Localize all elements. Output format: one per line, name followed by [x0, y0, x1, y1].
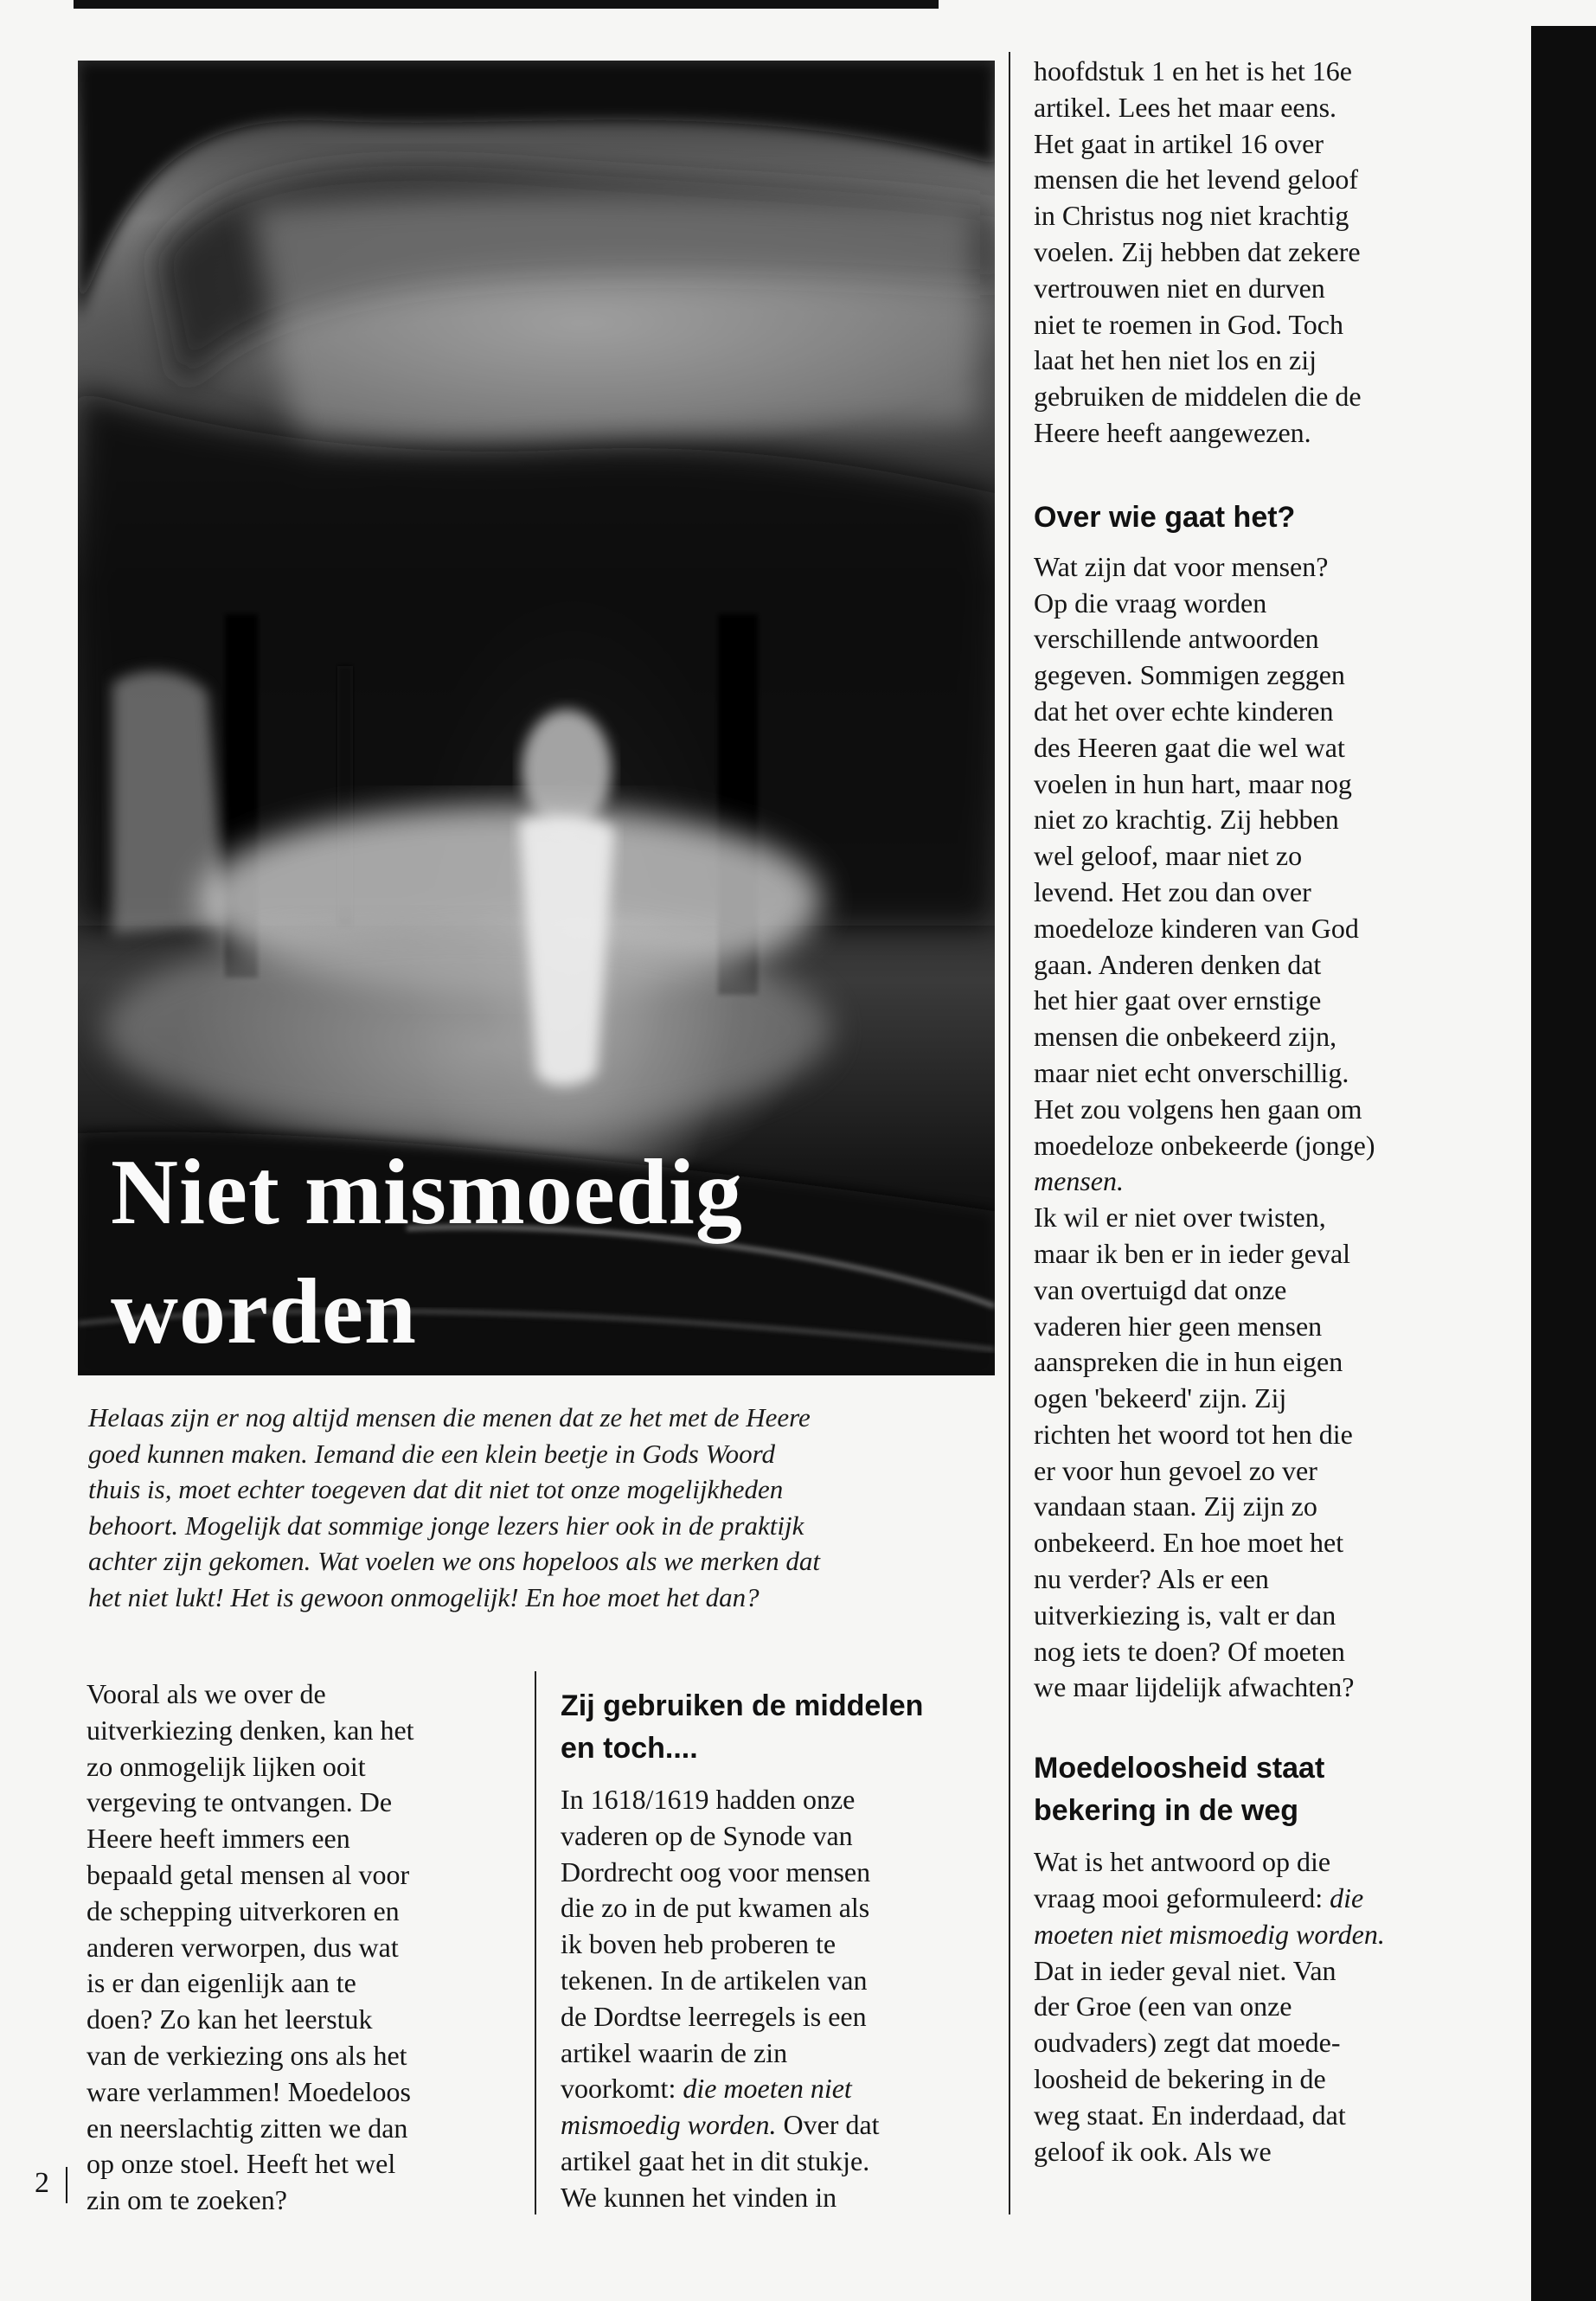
heading-line: Over wie gaat het? [1034, 500, 1296, 534]
body-line: we maar lijdelijk afwachten? [1034, 1671, 1355, 1703]
body-line: gebruiken de middelen die de [1034, 381, 1362, 413]
body-line: gaan. Anderen denken dat [1034, 948, 1322, 980]
body-line: laat het hen niet los en zij [1034, 344, 1317, 376]
body-line: geloof ik ook. Als we [1034, 2135, 1272, 2167]
body-line: weg staat. En inderdaad, dat [1034, 2099, 1346, 2131]
body-line: mensen die het levend geloof [1034, 163, 1358, 195]
body-line: Heere heeft immers een [87, 1823, 350, 1855]
body-line: maar ik ben er in ieder geval [1034, 1237, 1351, 1269]
section-heading-over-wie [1034, 497, 1466, 539]
body-line: Ik wil er niet over twisten, [1034, 1202, 1326, 1234]
body-line: vaderen op de Synode van [561, 1819, 853, 1851]
body-line: artikel gaat het in dit stukje. [561, 2144, 870, 2176]
body-line: de schepping uitverkoren en [87, 1894, 400, 1926]
body-line: verschillende antwoorden [1034, 623, 1319, 655]
body-line: Dat in ieder geval niet. Van [1034, 1954, 1336, 1986]
body-line: doen? Zo kan het leerstuk [87, 2003, 373, 2035]
quote-italic: die moeten niet [683, 2073, 852, 2105]
article-title-line-1: Niet mismoedig [111, 1141, 743, 1244]
column-left [87, 1676, 536, 2219]
body-line: onbekeerd. En hoe moet het [1034, 1527, 1344, 1559]
body-line: Vooral als we over de [87, 1678, 326, 1709]
body-line: tekenen. In de artikelen van [561, 1964, 868, 1996]
body-line [1034, 1881, 1466, 1917]
body-line: richten het woord tot hen die [1034, 1418, 1353, 1450]
heading-line: bekering in de weg [1034, 1794, 1299, 1828]
intro-line: het niet lukt! Het is gewoon onmogelijk! En hoe moet het dan? [88, 1581, 760, 1612]
body-line: Wat is het antwoord op die [1034, 1846, 1331, 1878]
body-line: zo onmogelijk lijken ooit [87, 1750, 366, 1782]
body-line: van de verkiezing ons als het [87, 2039, 407, 2071]
body-line: uitverkiezing is, valt er dan [1034, 1599, 1336, 1631]
body-line: er voor hun gevoel zo ver [1034, 1454, 1317, 1486]
body-line: moedeloze onbekeerde (jonge) [1034, 1129, 1375, 1161]
body-line: vaderen hier geen mensen [1034, 1310, 1323, 1342]
body-line: voelen in hun hart, maar nog [1034, 767, 1352, 799]
body-line: gegeven. Sommigen zeggen [1034, 659, 1345, 691]
page-number-rule [66, 2167, 67, 2203]
body-line: wel geloof, maar niet zo [1034, 840, 1303, 872]
section-heading-middelen [561, 1685, 984, 1770]
body-line: het hier gaat over ernstige [1034, 984, 1322, 1016]
body-line: die zo in de put kwamen als [561, 1892, 870, 1924]
body-line: is er dan eigenlijk aan te [87, 1967, 356, 1999]
body-line: van overtuigd dat onze [1034, 1273, 1287, 1305]
page-number: 2 [35, 2167, 49, 2199]
intro-line: achter zijn gekomen. Wat voelen we ons hopeloos als we merken dat [88, 1546, 821, 1576]
column-divider [535, 1671, 536, 2214]
body-line: Op die vraag worden [1034, 586, 1267, 619]
body-line: aanspreken die in hun eigen [1034, 1346, 1343, 1378]
body-line: des Heeren gaat die wel wat [1034, 731, 1345, 763]
body-line: Het zou volgens hen gaan om [1034, 1093, 1362, 1125]
body-text: Over dat [776, 2109, 880, 2141]
body-line: artikel waarin de zin [561, 2036, 788, 2068]
body-italic: mensen. [1034, 1165, 1124, 1197]
article-title-line-2: worden [111, 1260, 417, 1363]
body-line: loosheid de bekering in de [1034, 2063, 1326, 2095]
body-line: artikel. Lees het maar eens. [1034, 91, 1337, 123]
quote-italic: die [1330, 1882, 1364, 1914]
column-divider [1009, 52, 1010, 2214]
heading-line: Moedeloosheid staat [1034, 1752, 1325, 1785]
body-line: zin om te zoeken? [87, 2184, 287, 2216]
column-right [1034, 54, 1466, 2170]
scan-edge-shadow [1531, 26, 1596, 2301]
body-line: vergeving te ontvangen. De [87, 1786, 393, 1818]
top-rule [74, 0, 939, 9]
intro-line: goed kunnen maken. Iemand die een klein beetje in Gods Woord [88, 1438, 775, 1469]
body-line: nog iets te doen? Of moeten [1034, 1635, 1345, 1667]
heading-line: Zij gebruiken de middelen [561, 1689, 924, 1722]
body-line: niet te roemen in God. Toch [1034, 308, 1343, 340]
body-line: op onze stoel. Heeft het wel [87, 2148, 396, 2180]
article-intro [88, 1400, 988, 1615]
quote-italic: mismoedig worden. [561, 2109, 777, 2141]
section-heading-moedeloosheid [1034, 1747, 1466, 1832]
body-line: niet zo krachtig. Zij hebben [1034, 804, 1339, 836]
quote-italic: moeten niet mismoedig worden. [1034, 1918, 1385, 1950]
body-line: dat het over echte kinderen [1034, 695, 1334, 727]
body-line: mensen die onbekeerd zijn, [1034, 1021, 1337, 1053]
body-line: voelen. Zij hebben dat zekere [1034, 235, 1361, 267]
body-line [561, 2071, 984, 2107]
article-title [111, 1133, 743, 1372]
column-middle [561, 1685, 984, 2216]
body-line: levend. Het zou dan over [1034, 875, 1311, 907]
intro-line: Helaas zijn er nog altijd mensen die menen dat ze het met de Heere [88, 1402, 811, 1433]
body-line: ik boven heb proberen te [561, 1928, 836, 1960]
body-line: We kunnen het vinden in [561, 2181, 837, 2213]
heading-line: en toch.... [561, 1732, 698, 1765]
intro-line: thuis is, moet echter toegeven dat dit niet tot onze mogelijkheden [88, 1474, 784, 1504]
body-line: oudvaders) zegt dat moede- [1034, 2027, 1341, 2059]
body-line [1034, 1163, 1466, 1200]
body-line: der Groe (een van onze [1034, 1990, 1292, 2022]
body-line: uitverkiezing denken, kan het [87, 1714, 414, 1746]
body-line: vandaan staan. Zij zijn zo [1034, 1490, 1317, 1522]
body-line: Heere heeft aangewezen. [1034, 416, 1311, 448]
body-line [561, 2107, 984, 2144]
body-line: maar niet echt onverschillig. [1034, 1056, 1349, 1088]
body-line: In 1618/1619 hadden onze [561, 1784, 856, 1815]
body-line: de Dordtse leerregels is een [561, 2000, 867, 2032]
body-line [1034, 1917, 1466, 1953]
body-line: Dordrecht oog voor mensen [561, 1856, 871, 1888]
intro-line: behoort. Mogelijk dat sommige jonge lezers hier ook in de praktijk [88, 1509, 804, 1541]
article-photo [78, 61, 995, 1375]
body-line: in Christus nog niet krachtig [1034, 200, 1349, 232]
body-line: hoofdstuk 1 en het is het 16e [1034, 55, 1352, 87]
body-text: voorkomt: [561, 2073, 683, 2105]
body-line: anderen verworpen, dus wat [87, 1931, 399, 1963]
body-line: ogen 'bekeerd' zijn. Zij [1034, 1382, 1287, 1414]
body-line: Het gaat in artikel 16 over [1034, 127, 1324, 159]
body-line: vertrouwen niet en durven [1034, 272, 1325, 304]
body-line: Wat zijn dat voor mensen? [1034, 550, 1329, 582]
body-line: ware verlammen! Moedeloos [87, 2075, 411, 2107]
body-line: bepaald getal mensen al voor [87, 1858, 410, 1890]
body-line: en neerslachtig zitten we dan [87, 2112, 408, 2144]
body-line: moedeloze kinderen van God [1034, 912, 1359, 944]
body-line: nu verder? Als er een [1034, 1563, 1269, 1595]
body-text: vraag mooi geformuleerd: [1034, 1882, 1330, 1914]
